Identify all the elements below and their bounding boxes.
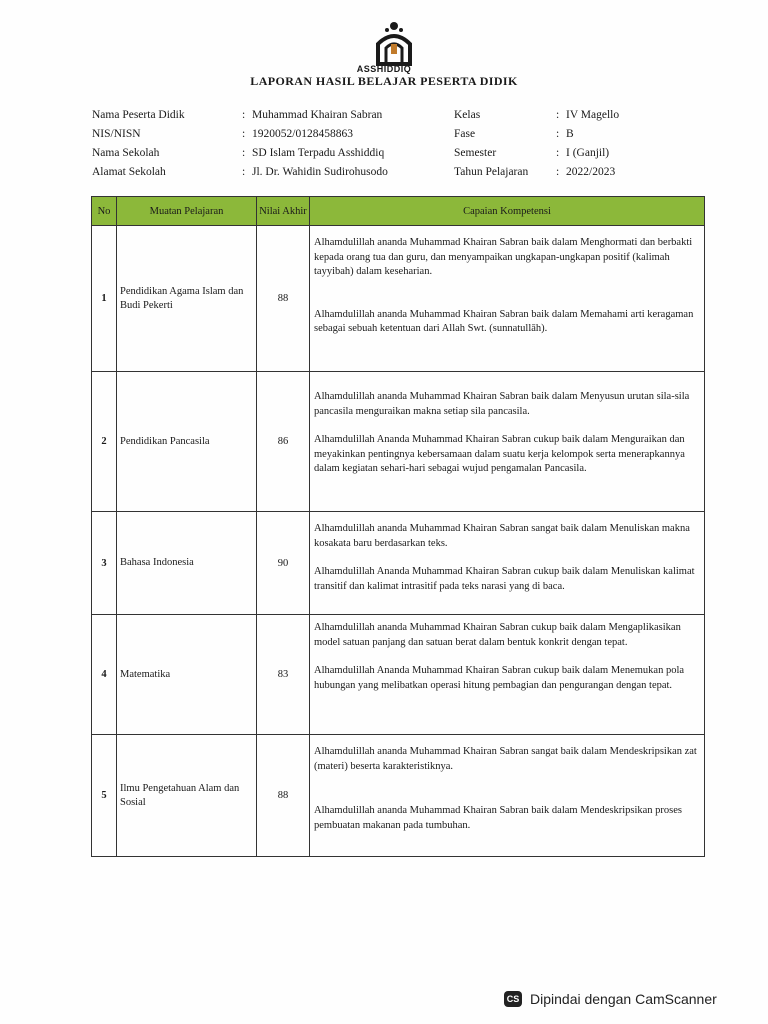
achievement-cell <box>310 512 705 615</box>
achievement-cell <box>310 615 705 735</box>
achievement-text: Alhamdulillah Ananda Muhammad Khairan Sabran cukup baik dalam Menuliskan kalimat transitif dan kalimat intrasitif pada teks narasi yang di baca. <box>314 566 695 592</box>
row-number: 2 <box>92 372 117 512</box>
subject-name: Pendidikan Agama Islam dan Budi Pekerti <box>117 226 257 372</box>
info-separator: : <box>242 128 246 140</box>
achievement-text: Alhamdulillah ananda Muhammad Khairan Sabran sangat baik dalam Mendeskripsikan zat (materi) beserta karakteristiknya. <box>314 746 697 772</box>
final-score: 90 <box>257 512 310 615</box>
table-header-row <box>92 197 705 226</box>
subject-name: Ilmu Pengetahuan Alam dan Sosial <box>117 735 257 857</box>
info-value: SD Islam Terpadu Asshiddiq <box>252 147 385 159</box>
info-value: B <box>566 128 574 140</box>
final-score: 83 <box>257 615 310 735</box>
camscanner-text: Dipindai dengan CamScanner <box>530 991 717 1007</box>
achievement-text: Alhamdulillah ananda Muhammad Khairan Sabran baik dalam Memahami arti keragaman sebagai sebuah ketentuan dari Allah Swt. (sunnatullāh). <box>314 308 694 334</box>
final-score: 88 <box>257 226 310 372</box>
info-label: Nama Peserta Didik <box>92 109 185 121</box>
report-title: LAPORAN HASIL BELAJAR PESERTA DIDIK <box>250 74 518 88</box>
info-value: IV Magello <box>566 109 620 121</box>
header-score: Nilai Akhir <box>257 197 310 226</box>
table-row <box>92 615 705 735</box>
school-logo-text: ASSHIDDIQ <box>356 64 412 74</box>
header-no: No <box>92 197 117 226</box>
info-separator: : <box>242 166 246 178</box>
info-row-school-name <box>92 144 388 163</box>
info-row-school-address <box>92 163 388 182</box>
achievement-text: Alhamdulillah ananda Muhammad Khairan Sabran baik dalam Menyusun urutan sila-sila pancasila menguraikan makna setiap sila pancasila. <box>314 391 690 417</box>
info-row-semester <box>454 144 619 163</box>
camscanner-watermark <box>492 984 754 1014</box>
info-row-nis <box>92 125 388 144</box>
info-label: Alamat Sekolah <box>92 166 166 178</box>
info-label: Nama Sekolah <box>92 147 160 159</box>
info-value: Muhammad Khairan Sabran <box>252 109 383 121</box>
row-number: 4 <box>92 615 117 735</box>
achievement-text: Alhamdulillah ananda Muhammad Khairan Sabran baik dalam Menghormati dan berbakti kepada orang tua dan guru, dan menyampaikan ungkapan-ungkapan positif (kalimah tayyibah) dalam keseharian. <box>314 237 693 277</box>
subject-name: Bahasa Indonesia <box>117 512 257 615</box>
table-row <box>92 372 705 512</box>
info-value: I (Ganjil) <box>566 147 610 159</box>
table-row <box>92 735 705 857</box>
info-label: Tahun Pelajaran <box>454 166 529 178</box>
achievement-text: Alhamdulillah Ananda Muhammad Khairan Sabran cukup baik dalam Menemukan pola hubungan yang melibatkan operasi hitung pembagian dan pengurangan dengan tepat. <box>314 665 685 691</box>
info-row-academic-year <box>454 163 619 182</box>
info-separator: : <box>556 166 560 178</box>
achievement-cell <box>310 735 705 857</box>
row-number: 3 <box>92 512 117 615</box>
camscanner-icon: CS <box>504 991 522 1007</box>
info-separator: : <box>556 147 560 159</box>
subject-name: Matematika <box>117 615 257 735</box>
info-label: Fase <box>454 128 476 140</box>
info-label: Semester <box>454 147 497 159</box>
achievement-text: Alhamdulillah Ananda Muhammad Khairan Sabran cukup baik dalam Menguraikan dan meyakinkan pentingnya kebersamaan dalam suatu kerja kelompok serta menerapkannya dalam kegiatan sehari-hari sebagai wujud pengamalan Pancasila. <box>314 434 685 474</box>
school-logo-icon <box>372 20 416 68</box>
table-row <box>92 512 705 615</box>
info-separator: : <box>556 109 560 121</box>
info-separator: : <box>242 109 246 121</box>
info-row-phase <box>454 125 619 144</box>
student-info-left <box>92 106 388 182</box>
info-value: 1920052/0128458863 <box>252 128 353 140</box>
header-achievement: Capaian Kompetensi <box>310 197 705 226</box>
achievement-text: Alhamdulillah ananda Muhammad Khairan Sabran sangat baik dalam Menuliskan makna kosakata baru berdasarkan teks. <box>314 523 690 549</box>
achievement-cell <box>310 226 705 372</box>
subject-name: Pendidikan Pancasila <box>117 372 257 512</box>
info-value: 2022/2023 <box>566 166 616 178</box>
final-score: 88 <box>257 735 310 857</box>
info-value: Jl. Dr. Wahidin Sudirohusodo <box>252 166 388 178</box>
final-score: 86 <box>257 372 310 512</box>
grades-table <box>91 196 705 857</box>
info-row-class <box>454 106 619 125</box>
achievement-cell <box>310 372 705 512</box>
info-separator: : <box>556 128 560 140</box>
row-number: 1 <box>92 226 117 372</box>
info-label: NIS/NISN <box>92 128 141 140</box>
info-row-student-name <box>92 106 388 125</box>
info-separator: : <box>242 147 246 159</box>
header-subject: Muatan Pelajaran <box>117 197 257 226</box>
achievement-text: Alhamdulillah ananda Muhammad Khairan Sabran baik dalam Mendeskripsikan proses pembuatan makanan pada tumbuhan. <box>314 805 682 831</box>
achievement-text: Alhamdulillah ananda Muhammad Khairan Sabran cukup baik dalam Mengaplikasikan model satuan panjang dan satuan berat dalam bentuk konkrit dengan tepat. <box>314 622 681 648</box>
student-info-right <box>454 106 619 182</box>
info-label: Kelas <box>454 109 481 121</box>
row-number: 5 <box>92 735 117 857</box>
table-row <box>92 226 705 372</box>
